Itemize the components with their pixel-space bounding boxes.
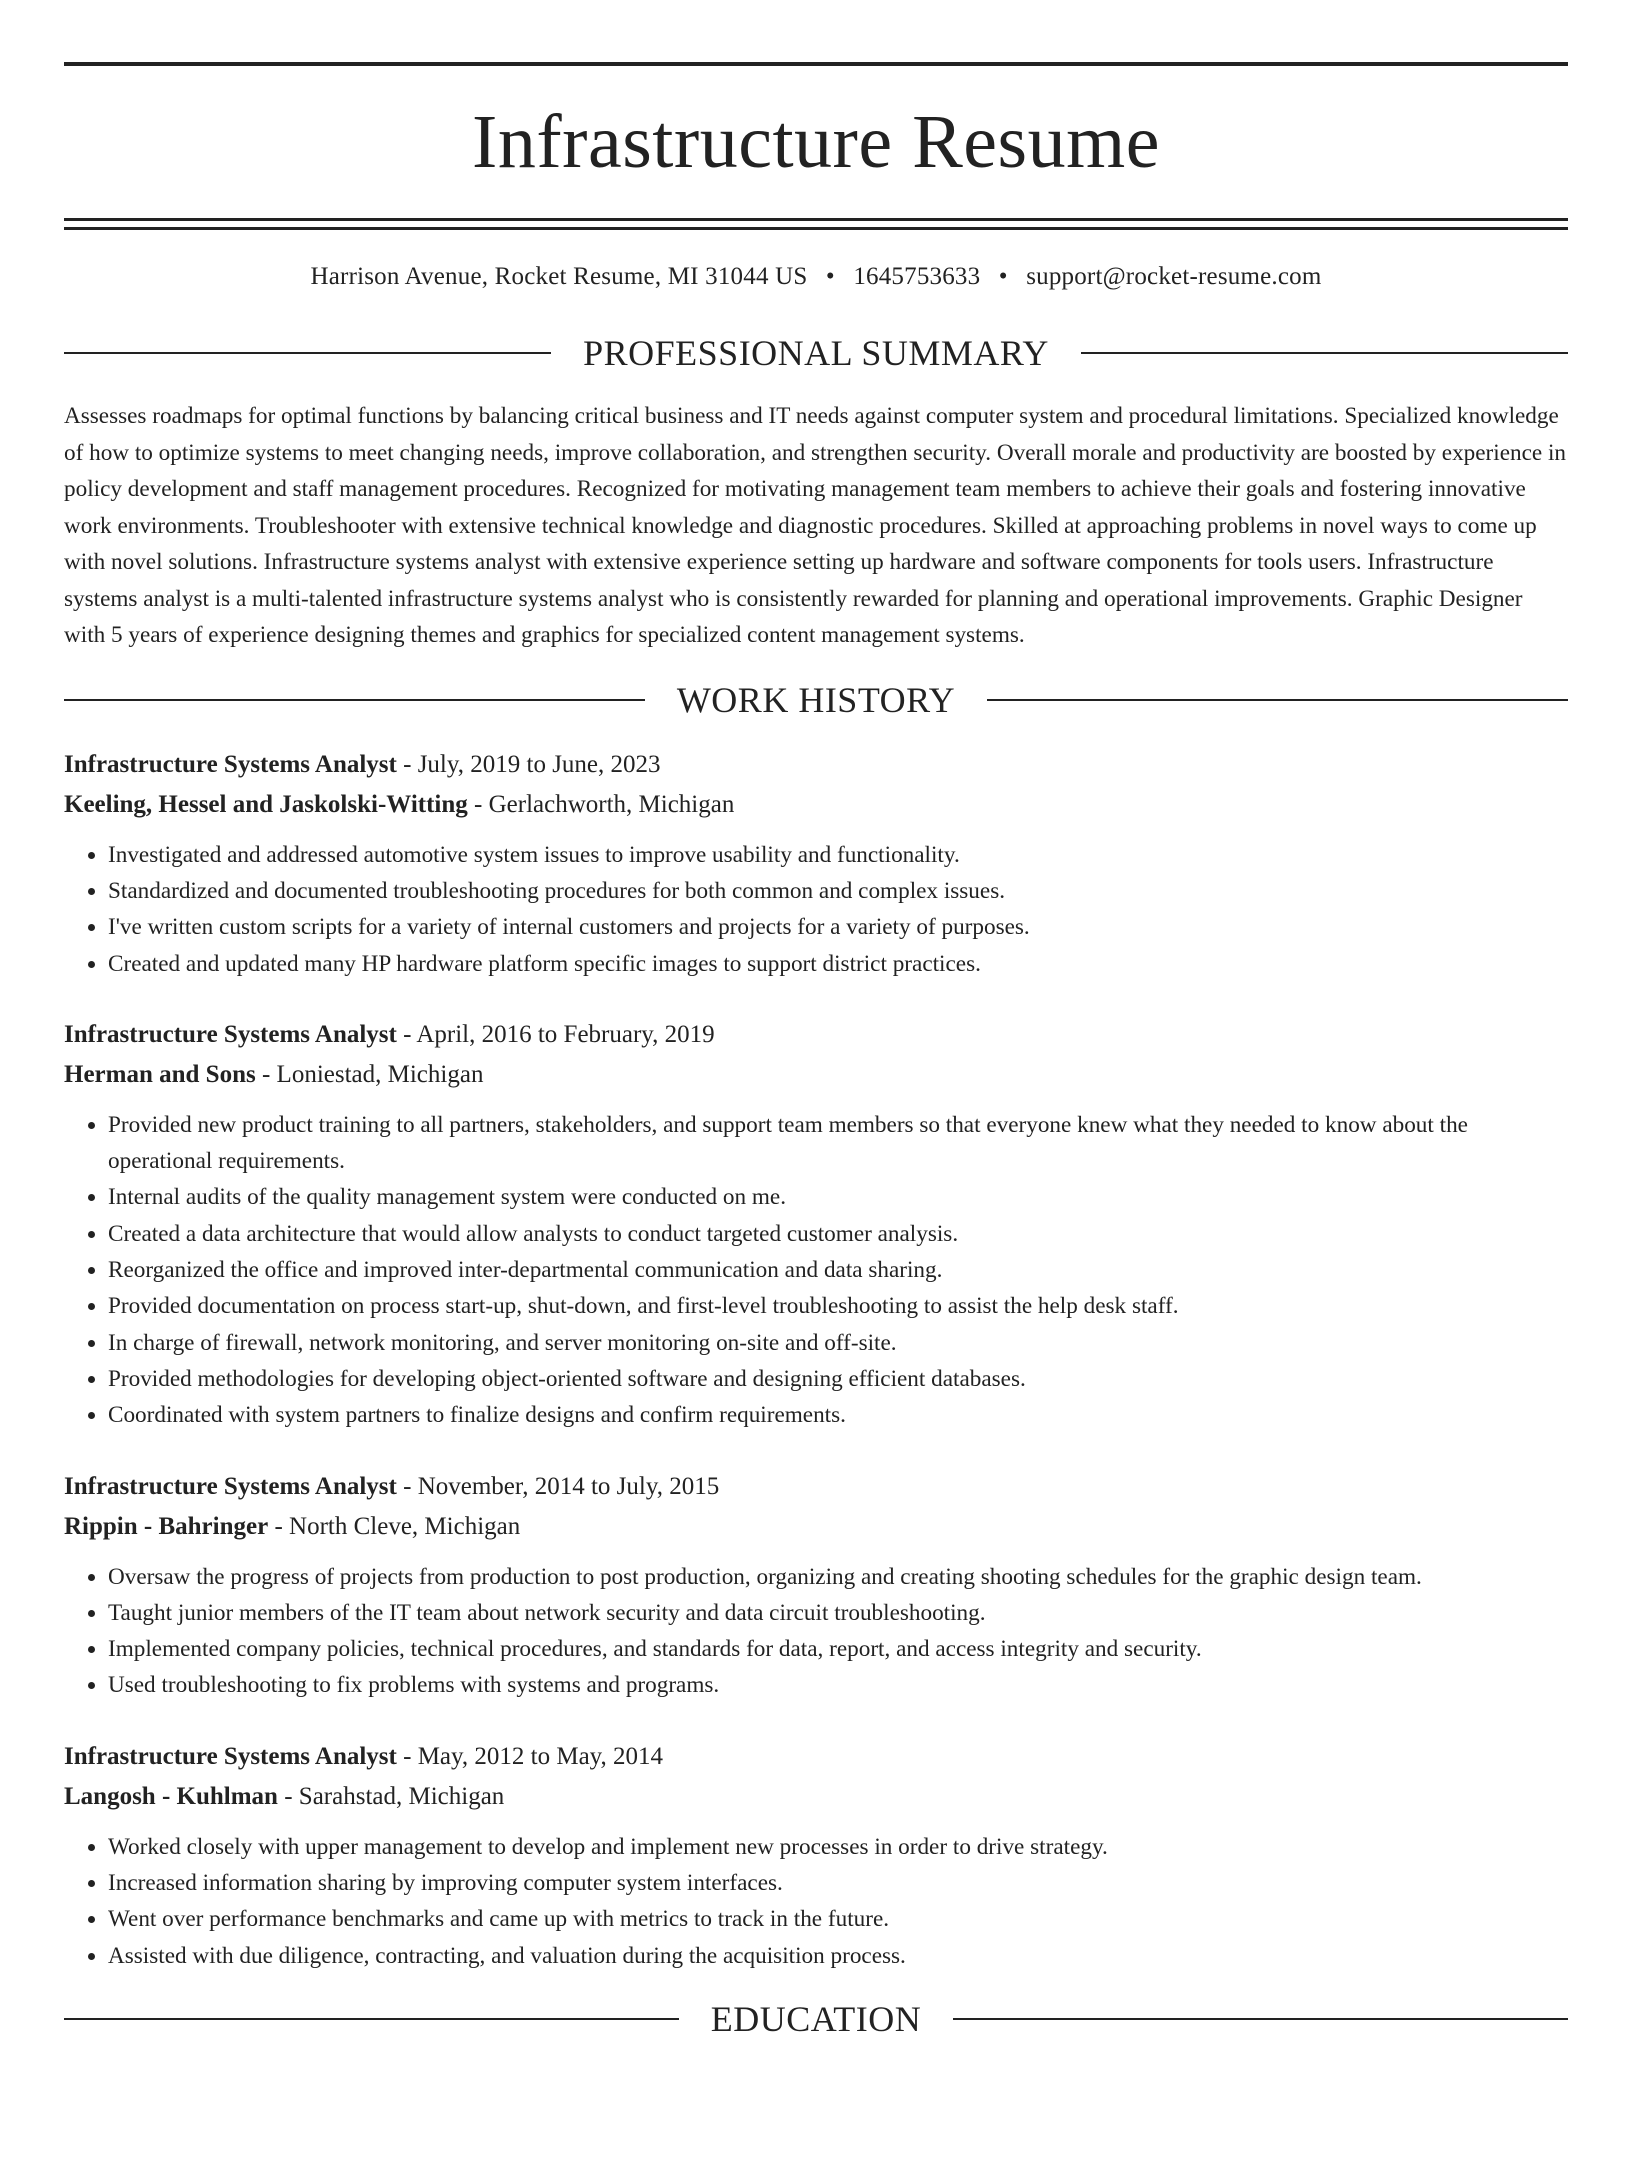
job-bullet: • Implemented company policies, technical procedures, and standards for data, report, and access integrity and security.: [108, 1631, 1568, 1667]
job-bullet-list: [64, 1107, 1568, 1434]
job-title-line: [64, 745, 1568, 785]
job-company: Herman and Sons: [64, 1060, 256, 1088]
top-rule: [64, 62, 1568, 66]
job-entry: [64, 1467, 1568, 1704]
job-bullet: • I've written custom scripts for a variety of internal customers and projects for a variety of purposes.: [108, 909, 1568, 945]
job-title: Infrastructure Systems Analyst: [64, 1020, 397, 1048]
heading-rule-right: [953, 2018, 1568, 2020]
job-bullet-list: [64, 1829, 1568, 1974]
job-location: - Loniestad, Michigan: [255, 1060, 484, 1088]
job-company-line: [64, 1055, 1568, 1095]
job-entry: [64, 1737, 1568, 1974]
job-bullet: • Created and updated many HP hardware platform specific images to support district practices.: [108, 946, 1568, 982]
job-bullet: • Used troubleshooting to fix problems with systems and programs.: [108, 1667, 1568, 1703]
job-company-line: [64, 1777, 1568, 1817]
job-bullet: • Internal audits of the quality management system were conducted on me.: [108, 1179, 1568, 1215]
job-bullet: • Investigated and addressed automotive system issues to improve usability and functionality.: [108, 837, 1568, 873]
section-heading-work-history: [64, 677, 1568, 723]
job-entry: [64, 745, 1568, 982]
contact-phone: 1645753633: [853, 263, 981, 290]
job-title-line: [64, 1467, 1568, 1507]
job-dates: - November, 2014 to July, 2015: [396, 1472, 720, 1500]
professional-summary-text: Assesses roadmaps for optimal functions by balancing critical business and IT needs against computer system and procedural limitations. Specialized knowledge of how to optimize systems to meet changing needs, improve collaboration, and strengthen security. Overall morale and productivity are boosted by experience in policy development and staff management procedures. Recognized for motivating management team members to achieve their goals and fostering innovative work environments. Troubleshooter with extensive technical knowledge and diagnostic procedures. Skilled at approaching problems in novel ways to come up with novel solutions. Infrastructure systems analyst with extensive experience setting up hardware and software components for tools users. Infrastructure systems analyst is a multi-talented infrastructure systems analyst who is consistently rewarded for planning and operational improvements. Graphic Designer with 5 years of experience designing themes and graphics for specialized content management systems.: [64, 403, 1567, 648]
job-bullet: • Went over performance benchmarks and came up with metrics to track in the future.: [108, 1901, 1568, 1937]
job-company: Langosh - Kuhlman: [64, 1782, 278, 1810]
contact-line: [64, 260, 1568, 294]
job-location: - North Cleve, Michigan: [268, 1512, 521, 1540]
job-title: Infrastructure Systems Analyst: [64, 1472, 397, 1500]
job-bullet: • Provided methodologies for developing object-oriented software and designing efficient databases.: [108, 1361, 1568, 1397]
job-bullet-list: [64, 837, 1568, 982]
job-location: - Sarahstad, Michigan: [277, 1782, 505, 1810]
section-title: WORK HISTORY: [676, 679, 956, 720]
job-title: Infrastructure Systems Analyst: [64, 750, 397, 778]
heading-rule-right: [1081, 352, 1568, 354]
job-company: Rippin - Bahringer: [64, 1512, 269, 1540]
heading-rule-left: [64, 2018, 679, 2020]
resume-page: [0, 62, 1632, 2174]
job-bullet: • Created a data architecture that would allow analysts to conduct targeted customer analysis.: [108, 1216, 1568, 1252]
job-title-line: [64, 1015, 1568, 1055]
job-title: Infrastructure Systems Analyst: [64, 1742, 397, 1770]
heading-rule-left: [64, 699, 645, 701]
job-bullet: • Standardized and documented troubleshooting procedures for both common and complex issues.: [108, 873, 1568, 909]
job-bullet: • Worked closely with upper management to develop and implement new processes in order to drive strategy.: [108, 1829, 1568, 1865]
page-title: Infrastructure Resume: [472, 100, 1160, 184]
work-history-list: [64, 745, 1568, 1974]
job-company-line: [64, 1507, 1568, 1547]
job-company: Keeling, Hessel and Jaskolski-Witting: [64, 790, 468, 818]
job-bullet: • In charge of firewall, network monitoring, and server monitoring on-site and off-site.: [108, 1325, 1568, 1361]
job-bullet: • Assisted with due diligence, contracting, and valuation during the acquisition process.: [108, 1938, 1568, 1974]
heading-rule-right: [987, 699, 1568, 701]
title-double-rule: [64, 218, 1568, 230]
job-dates: - May, 2012 to May, 2014: [396, 1742, 664, 1770]
job-bullet: • Provided documentation on process start-up, shut-down, and first-level troubleshooting to assist the help desk staff.: [108, 1288, 1568, 1324]
heading-rule-left: [64, 352, 551, 354]
job-bullet-list: [64, 1559, 1568, 1704]
job-company-line: [64, 785, 1568, 825]
job-bullet: • Reorganized the office and improved inter-departmental communication and data sharing.: [108, 1252, 1568, 1288]
job-bullet: • Provided new product training to all partners, stakeholders, and support team members so that everyone knew what they needed to know about the operational requirements.: [108, 1107, 1568, 1180]
job-bullet: • Taught junior members of the IT team about network security and data circuit troubleshooting.: [108, 1595, 1568, 1631]
job-dates: - July, 2019 to June, 2023: [396, 750, 661, 778]
job-title-line: [64, 1737, 1568, 1777]
contact-separator: •: [998, 263, 1008, 290]
job-bullet: • Oversaw the progress of projects from production to post production, organizing and creating shooting schedules for the graphic design team.: [108, 1559, 1568, 1595]
section-title: PROFESSIONAL SUMMARY: [583, 333, 1049, 373]
job-entry: [64, 1015, 1568, 1434]
section-heading-summary: [64, 330, 1568, 376]
contact-email: support@rocket-resume.com: [1026, 263, 1322, 290]
job-bullet: • Increased information sharing by improving computer system interfaces.: [108, 1865, 1568, 1901]
job-location: - Gerlachworth, Michigan: [467, 790, 735, 818]
section-title: EDUCATION: [710, 1998, 922, 2039]
contact-separator: •: [825, 263, 835, 290]
section-heading-education: [64, 1996, 1568, 2042]
job-dates: - April, 2016 to February, 2019: [396, 1020, 715, 1048]
job-bullet: • Coordinated with system partners to finalize designs and confirm requirements.: [108, 1397, 1568, 1433]
contact-address: Harrison Avenue, Rocket Resume, MI 31044 US: [310, 263, 808, 290]
